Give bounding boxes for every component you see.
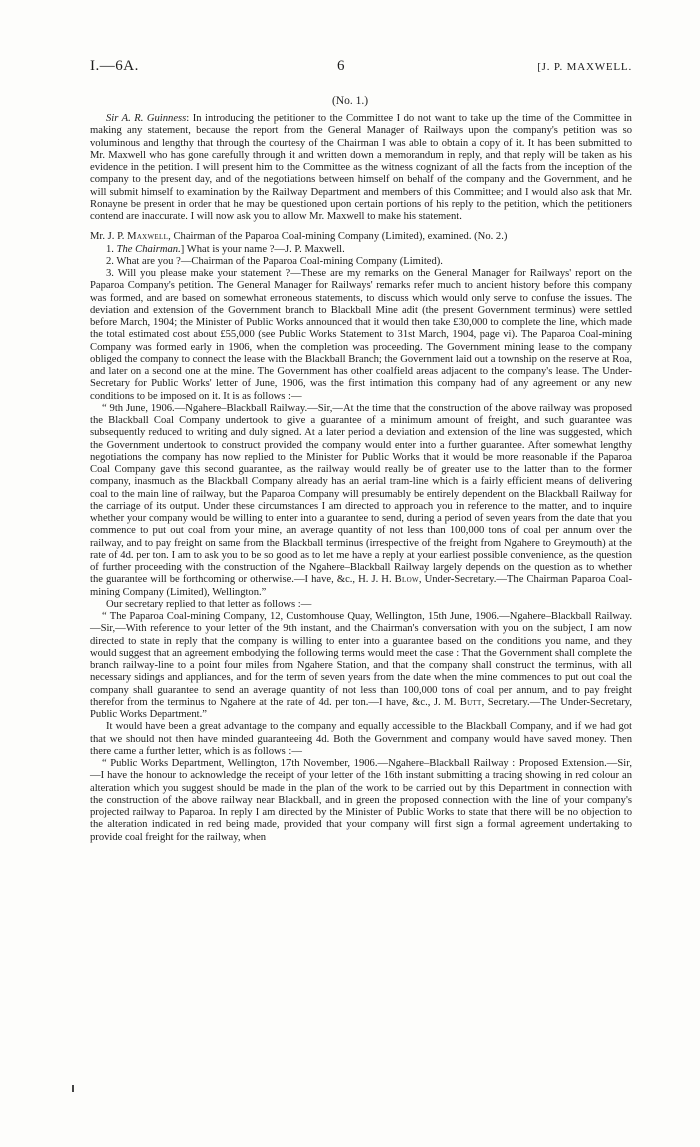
- letter-closing: , Secretary.—The Under-Secretary, Public Works Department.”: [90, 696, 632, 720]
- question-number: 1.: [106, 243, 117, 255]
- speaker-name: Sir A. R. Guinness: [106, 113, 187, 124]
- secretary-reply-intro: Our secretary replied to that letter as follows :—: [106, 598, 312, 610]
- question-text: ] What is your name ?—J. P. Maxwell.: [180, 243, 345, 255]
- witness-heading: [90, 231, 632, 243]
- witness-name: Maxwell: [127, 231, 169, 243]
- section-number: (No. 1.): [331, 95, 369, 107]
- letter-text: “ 9th June, 1906.—Ngahere–Blackball Railway.—Sir,—At the time that the construction of the above railway was proposed the Blackball Coal Company undertook to give a guarantee of a minimum amount of freight, and such guarantee was subsequently reduced to writing and duly signed. At a later period a deviation and extension of the line was suggested, which the Government undertook to construct provided the company would enter into a further guarantee. After somewhat lengthy negotiations the company has now replied to the Minister for Public Works that it would be more reasonable if the Paparoa Coal Company gave this second guarantee, as the railway would really be of greater use to the latter than to the former company, inasmuch as the Blackball Company already has an aerial tram-line which is a fairly efficient means of delivering coal to the main line of railway, but the Paparoa Company will presumably be entirely dependent on the Blackball Railway for the carriage of its output. Under these circumstances I am directed to approach you in reference to the matter, and to inquire whether your company would be willing to enter into a guarantee to send, during a period of seven years from the date that you commence to put out coal from your mine, an average quantity of not less than 100,000 tons of coal per annum over the railway, and to pay freight on same from the Blackball terminus (irrespective of the freight from Ngahere to Greymouth) at the rate of 4d. per ton. I am to ask you to be so good as to let me have a reply at your earliest possible convenience, as the question of further proceeding with the construction of the Ngahere–Blackball Railway largely depends on the question as to whether the guarantee will be forthcoming or otherwise.—I have, &c., H. J. H.: [90, 402, 632, 586]
- quoted-letter-9th-june: [90, 403, 632, 599]
- witness-prefix: Mr. J. P.: [90, 231, 128, 243]
- question-2: 2. What are you ?—Chairman of the Paparoa Coal-mining Company (Limited).: [106, 255, 443, 267]
- witness-description: , Chairman of the Paparoa Coal-mining Company (Limited), examined. (No. 2.): [168, 231, 508, 243]
- question-3-statement: 3. Will you please make your statement ?—These are my remarks on the General Manager for Railways' report on the Paparoa Company's petition. The General Manager for Railways' remarks refer much to ancient history before this company was formed, and are based on somewhat erroneous statements, to discuss which would only serve to confuse the issues. The deviation and extension of the Government branch to Blackball Mine adit (the present Government terminus) were settled before March, 1904; the Minister of Public Works announced that it would then take £30,000 to complete the line, which made the total estimated cost about £55,000 (see Public Works Statement to 31st March, 1904, page vi). The Paparoa Coal-mining Company was formed early in 1906, when the completion was proceeding. The Government mining lease to the company obliged the company to connect the lease with the Blackball Branch; the Government laid out a township on the reserve at Roa, and later on a second one at the mine. The Government has other coalfield areas adjacent to the company's lease. The Under-Secretary for Public Works' letter of June, 1906, was the first intimation this company had of any agreement or any new conditions to be imposed on it. It is as follows :—: [90, 268, 632, 402]
- margin-mark: [72, 1085, 74, 1092]
- paragraph-text: : In introducing the petitioner to the Committee I do not want to take up the time of the Committee in making any statement, because the report from the General Manager of Railways upon the company's petition was so voluminous and lengthy that through the courtesy of the Chairman I was able to obtain a copy of it. It has been submitted to Mr. Maxwell who has gone carefully through it and written down a memorandum in reply, and that reply will be taken as his evidence in the petition. I will present him to the Committee as the witness cognizant of all the facts from the inception of the company to the present day, and of the negotiations between himself on behalf of the company and the Government, and he will submit himself to examination by the Railway Department and members of this Committee; and I would also ask that Mr. Ronayne be present in order that he may be questioned upon certain portions of his reply to the petition, which the petitioners contend are inaccurate. I will now ask you to allow Mr. Maxwell to make his statement.: [90, 113, 632, 222]
- letter-signatory: Butt: [459, 696, 482, 708]
- quoted-letter-17th-november: “ Public Works Department, Wellington, 17th November, 1906.—Ngahere–Blackball Railway : Proposed Extension.—Sir,—I have the honour to acknowledge the receipt of your letter of the 16th instant submitting a tracing showing in red colour an alteration which you suggest should be made in the plan of the work to be carried out by this Department in connection with the construction of the above railway near Blackball, and in green the proposed connection with the line of your company's projected railway to Paparoa. In reply I am directed by the Minister of Public Works to state that there will be no objection to the alteration indicated in red being made, provided that your company will first sign a formal agreement undertaking to provide coal freight for the railway, when: [90, 758, 632, 843]
- advantage-paragraph: It would have been a great advantage to the company and equally accessible to the Blackball Company, and if we had got that we should not then have minded guaranteeing 4d. Both the Government and company would have saved money. Then there came a further letter, which is as follows :—: [90, 721, 632, 757]
- document-reference: I.—6A.: [90, 58, 139, 74]
- running-head-witness: [J. P. MAXWELL.: [537, 61, 632, 73]
- question-speaker: The Chairman.: [116, 243, 181, 255]
- letter-text: “ The Paparoa Coal-mining Company, 12, Customhouse Quay, Wellington, 15th June, 1906.—Ngahere–Blackball Railway.—Sir,—With reference to your letter of the 9th instant, and the Chairman's conversation with you on the subject, I am now directed to state in reply that the company is willing to enter into a guarantee based on the conditions you name, and they would suggest that an agreement embodying the following terms would meet the case : That the Government shall complete the branch railway-line to a point four miles from Ngahere Station, and that the company shall construct the terminus, with all necessary sidings and appliances, and for the term of seven years from the date when the mine commences to put out coal the company shall guarantee to send an average quantity of not less than 100,000 tons of coal per annum, and to pay freight therefor from the terminus to Ngahere at the rate of 4d. per ton.—I have, &c., J. M.: [90, 611, 633, 708]
- page-number: 6: [337, 58, 345, 74]
- question-1: [90, 244, 632, 256]
- quoted-letter-15th-june: [90, 611, 632, 721]
- body-text: [90, 113, 632, 844]
- letter-signatory: Blow: [394, 574, 419, 586]
- letter-closing: , Under-Secretary.—The Chairman Paparoa Coal-mining Company (Limited), Wellington.”: [90, 574, 633, 598]
- intro-paragraph: [90, 113, 632, 223]
- page-header: [0, 58, 700, 78]
